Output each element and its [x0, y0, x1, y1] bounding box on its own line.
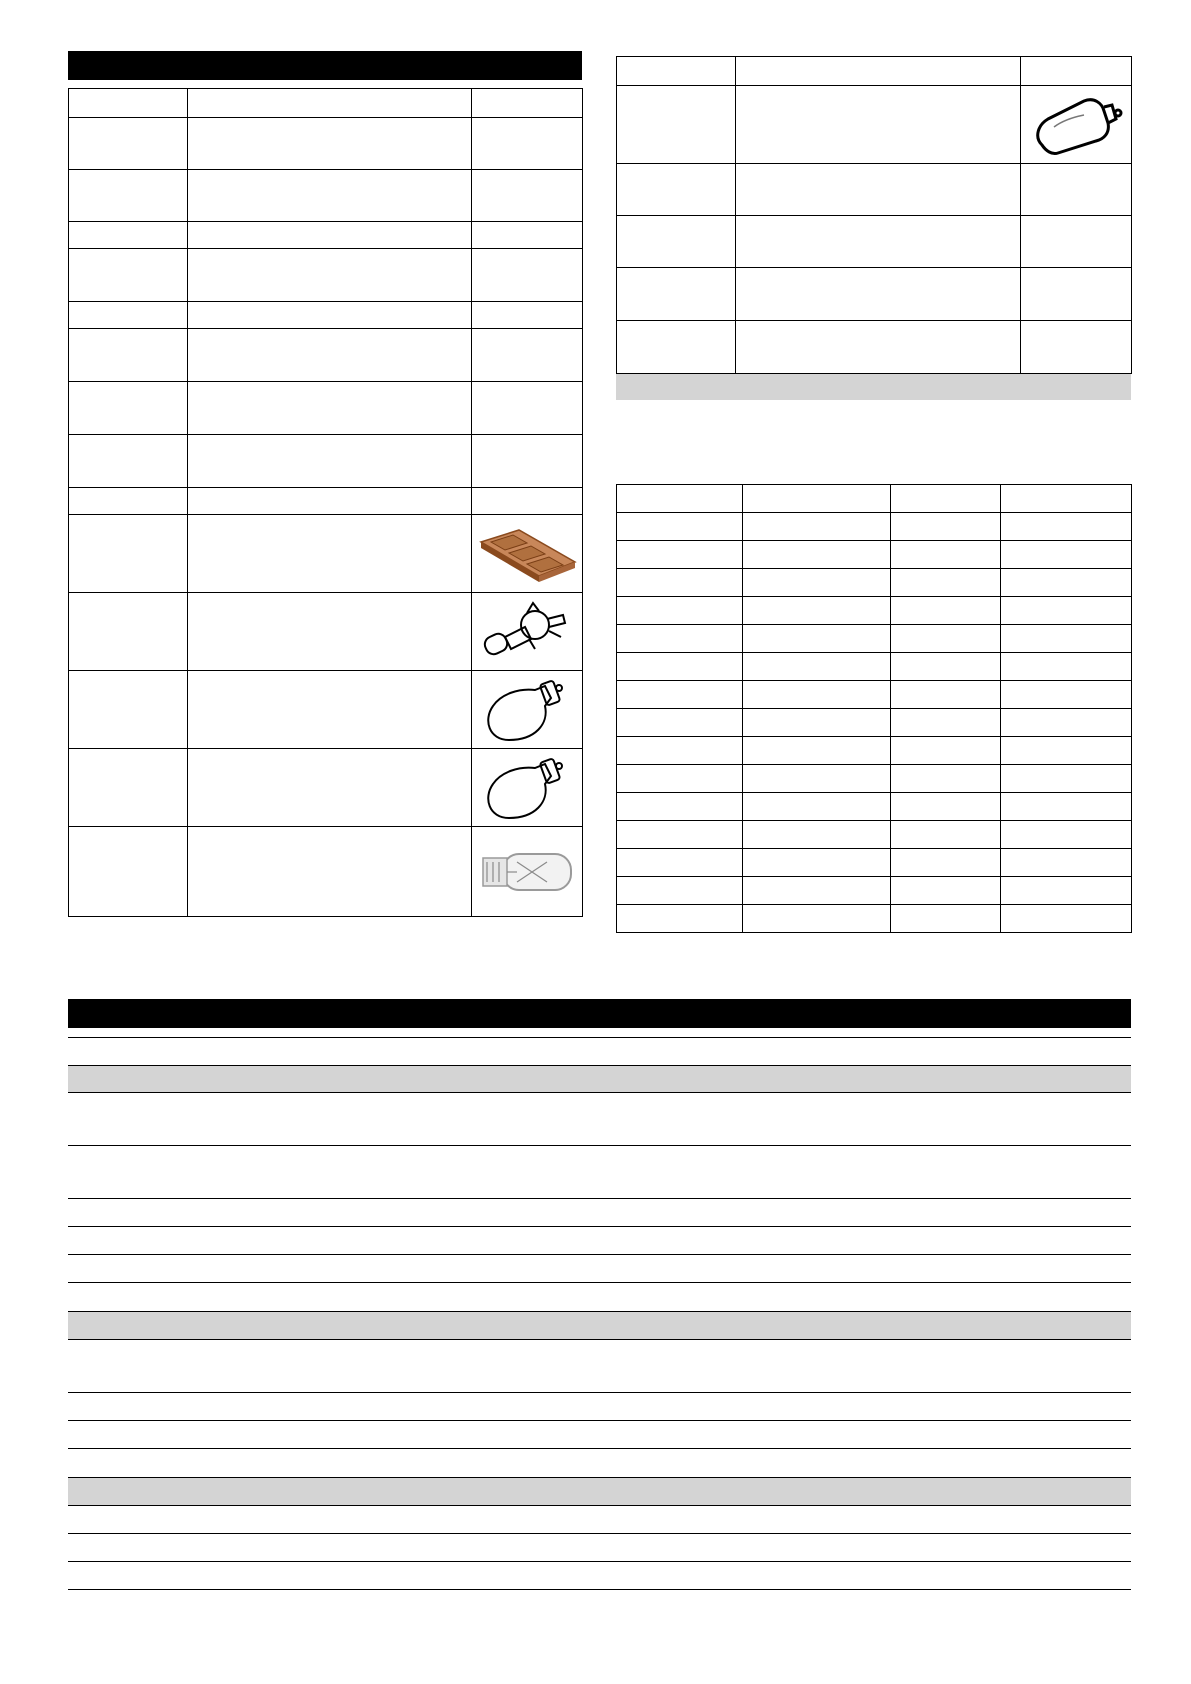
- table-row: [617, 485, 1132, 513]
- cell: [1001, 877, 1132, 905]
- cell: [1001, 569, 1132, 597]
- cell: [188, 488, 472, 515]
- cell: [891, 569, 1001, 597]
- cell: [743, 541, 891, 569]
- cell: [891, 737, 1001, 765]
- table-row: [617, 164, 1132, 216]
- cell: [743, 681, 891, 709]
- cell: [617, 164, 736, 216]
- table-row: [617, 793, 1132, 821]
- divider: [68, 1092, 1131, 1093]
- cell: [1021, 57, 1132, 86]
- cell: [188, 382, 472, 435]
- table-row: [617, 905, 1132, 933]
- cell: [188, 671, 472, 749]
- section-band: [68, 1311, 1131, 1339]
- table-row: [617, 321, 1132, 374]
- cell: [1001, 821, 1132, 849]
- cell: [188, 118, 472, 170]
- divider: [68, 1282, 1131, 1283]
- cell: [891, 625, 1001, 653]
- divider: [68, 1339, 1131, 1340]
- table-row: [69, 827, 583, 917]
- image-cell: [472, 515, 583, 593]
- cell: [188, 329, 472, 382]
- image-cell: [1021, 86, 1132, 164]
- cell: [617, 653, 743, 681]
- cell: [1001, 765, 1132, 793]
- cell: [472, 329, 583, 382]
- spec-table: [616, 484, 1132, 933]
- cell: [743, 597, 891, 625]
- cell: [188, 827, 472, 917]
- cell: [1001, 625, 1132, 653]
- cell: [891, 877, 1001, 905]
- cell: [743, 737, 891, 765]
- table-row: [69, 515, 583, 593]
- divider: [68, 1065, 1131, 1066]
- cell: [69, 435, 188, 488]
- table-row: [69, 249, 583, 302]
- cell: [736, 268, 1021, 321]
- cell: [69, 515, 188, 593]
- cell: [188, 302, 472, 329]
- cell: [69, 827, 188, 917]
- left-parts-table: [68, 88, 583, 917]
- right-parts-table: [616, 56, 1132, 374]
- cell: [188, 515, 472, 593]
- cell: [69, 249, 188, 302]
- table-row: [69, 89, 583, 118]
- table-row: [69, 671, 583, 749]
- divider: [68, 1392, 1131, 1393]
- cell: [617, 86, 736, 164]
- cell: [617, 709, 743, 737]
- cell: [1001, 737, 1132, 765]
- cell: [617, 877, 743, 905]
- table-row: [617, 709, 1132, 737]
- cell: [736, 321, 1021, 374]
- table-row: [617, 569, 1132, 597]
- table-row: [617, 681, 1132, 709]
- divider: [68, 1589, 1131, 1590]
- cell: [891, 709, 1001, 737]
- table-row: [69, 749, 583, 827]
- cell: [69, 222, 188, 249]
- cell: [472, 118, 583, 170]
- cell: [891, 597, 1001, 625]
- cell: [1001, 513, 1132, 541]
- table-row: [617, 268, 1132, 321]
- cell: [472, 249, 583, 302]
- section-band: [68, 1065, 1131, 1092]
- cell: [1001, 485, 1132, 513]
- cell: [1001, 905, 1132, 933]
- cell: [617, 268, 736, 321]
- cell: [617, 793, 743, 821]
- image-cell: [472, 749, 583, 827]
- cell: [736, 86, 1021, 164]
- cell: [743, 821, 891, 849]
- cell: [891, 905, 1001, 933]
- cell: [472, 488, 583, 515]
- divider: [68, 1037, 1131, 1038]
- table-row: [69, 222, 583, 249]
- cell: [617, 216, 736, 268]
- cell: [188, 249, 472, 302]
- cell: [69, 593, 188, 671]
- cell: [617, 569, 743, 597]
- cell: [617, 821, 743, 849]
- table-row: [69, 302, 583, 329]
- divider: [68, 1254, 1131, 1255]
- divider: [68, 1420, 1131, 1421]
- table-row: [69, 329, 583, 382]
- cell: [472, 435, 583, 488]
- table-row: [617, 216, 1132, 268]
- cell: [617, 57, 736, 86]
- right-section-band: [616, 374, 1131, 400]
- cell: [891, 541, 1001, 569]
- cell: [472, 89, 583, 118]
- cell: [1001, 681, 1132, 709]
- cell: [1001, 709, 1132, 737]
- festoon-bulb-icon: [1028, 89, 1124, 161]
- cell: [743, 709, 891, 737]
- cell: [188, 593, 472, 671]
- cell: [1021, 164, 1132, 216]
- cell: [743, 653, 891, 681]
- cell: [188, 222, 472, 249]
- cell: [891, 793, 1001, 821]
- table-row: [69, 382, 583, 435]
- cell: [736, 164, 1021, 216]
- table-row: [69, 435, 583, 488]
- cell: [891, 513, 1001, 541]
- cell: [891, 849, 1001, 877]
- cell: [891, 681, 1001, 709]
- cell: [743, 625, 891, 653]
- section-band: [68, 1477, 1131, 1505]
- divider: [68, 1505, 1131, 1506]
- cell: [743, 877, 891, 905]
- halogen-bulb-icon: [477, 597, 577, 667]
- table-row: [617, 541, 1132, 569]
- table-row: [617, 597, 1132, 625]
- cell: [188, 170, 472, 222]
- cell: [69, 488, 188, 515]
- table-row: [69, 593, 583, 671]
- cell: [472, 302, 583, 329]
- divider: [68, 1145, 1131, 1146]
- divider: [68, 1226, 1131, 1227]
- table-row: [617, 737, 1132, 765]
- divider: [68, 1477, 1131, 1478]
- table-row: [617, 513, 1132, 541]
- image-cell: [472, 671, 583, 749]
- cell: [743, 905, 891, 933]
- cell: [743, 849, 891, 877]
- cell: [69, 302, 188, 329]
- cell: [472, 382, 583, 435]
- table-row: [617, 86, 1132, 164]
- left-section-header-bar: [68, 51, 582, 80]
- cell: [69, 170, 188, 222]
- cell: [743, 765, 891, 793]
- table-row: [617, 849, 1132, 877]
- cell: [69, 89, 188, 118]
- table-row: [617, 653, 1132, 681]
- incandescent-bulb-icon: [479, 674, 575, 746]
- cell: [743, 513, 891, 541]
- cell: [891, 821, 1001, 849]
- bottom-section-header-bar: [68, 999, 1131, 1028]
- cell: [188, 749, 472, 827]
- fuse-strip-icon: [475, 524, 579, 584]
- cell: [617, 597, 743, 625]
- cell: [891, 653, 1001, 681]
- cell: [69, 382, 188, 435]
- divider: [68, 1311, 1131, 1312]
- cell: [1021, 216, 1132, 268]
- cell: [617, 321, 736, 374]
- cell: [743, 485, 891, 513]
- cell: [743, 793, 891, 821]
- cell: [472, 222, 583, 249]
- cell: [617, 485, 743, 513]
- cell: [617, 905, 743, 933]
- cell: [1001, 541, 1132, 569]
- table-row: [617, 625, 1132, 653]
- cell: [617, 513, 743, 541]
- table-row: [69, 170, 583, 222]
- cell: [736, 216, 1021, 268]
- cell: [1001, 793, 1132, 821]
- divider: [68, 1448, 1131, 1449]
- cell: [1021, 321, 1132, 374]
- cell: [188, 435, 472, 488]
- divider: [68, 1533, 1131, 1534]
- cell: [1001, 849, 1132, 877]
- table-row: [617, 821, 1132, 849]
- cell: [617, 737, 743, 765]
- cell: [69, 749, 188, 827]
- cell: [617, 625, 743, 653]
- table-row: [617, 765, 1132, 793]
- cell: [617, 541, 743, 569]
- cell: [617, 849, 743, 877]
- cell: [188, 89, 472, 118]
- cell: [472, 170, 583, 222]
- wedge-bulb-icon: [477, 844, 577, 900]
- table-row: [69, 118, 583, 170]
- table-row: [69, 488, 583, 515]
- cell: [69, 671, 188, 749]
- cell: [1001, 653, 1132, 681]
- cell: [891, 485, 1001, 513]
- incandescent-bulb-icon: [479, 752, 575, 824]
- cell: [1001, 597, 1132, 625]
- cell: [743, 569, 891, 597]
- table-row: [617, 57, 1132, 86]
- image-cell: [472, 593, 583, 671]
- divider: [68, 1561, 1131, 1562]
- cell: [1021, 268, 1132, 321]
- table-row: [617, 877, 1132, 905]
- cell: [69, 118, 188, 170]
- cell: [891, 765, 1001, 793]
- cell: [736, 57, 1021, 86]
- cell: [69, 329, 188, 382]
- cell: [617, 681, 743, 709]
- cell: [617, 765, 743, 793]
- divider: [68, 1198, 1131, 1199]
- image-cell: [472, 827, 583, 917]
